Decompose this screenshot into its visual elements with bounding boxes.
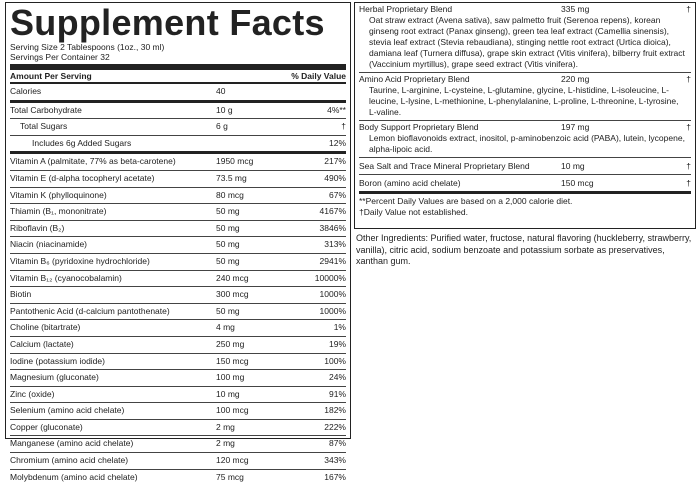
nutrient-name: Pantothenic Acid (d-calcium pantothenate) <box>10 305 170 316</box>
blend-name: Sea Salt and Trace Mineral Proprietary Blend <box>359 161 530 171</box>
blend-description: Oat straw extract (Avena sativa), saw palmetto fruit (Serenoa repens), korean ginseng root extract (Panax ginseng), green tea leaf extract (Camellia sinensis), stevia leaf extract (Stevia rebaudiana), stinging nettle root extract (Urtica dioica), damiana leaf (Turnera diffusa), grape skin extract (Vitis vinifera), bilberry fruit extract (Vaccinium myrtillus), grape seed extract (Vitis vinifera). <box>369 15 685 69</box>
blend-name: Body Support Proprietary Blend <box>359 122 479 132</box>
blend-name: Herbal Proprietary Blend <box>359 4 453 14</box>
blend-row <box>359 175 691 194</box>
table-row <box>10 436 346 453</box>
blend-name: Boron (amino acid chelate) <box>359 178 461 188</box>
table-row <box>10 221 346 238</box>
nutrient-amount: 250 mg <box>216 338 245 349</box>
nutrient-dv <box>286 84 346 100</box>
blend-header <box>359 122 691 133</box>
nutrient-name: Calories <box>10 86 42 96</box>
nutrient-name: Choline (bitartrate) <box>10 322 81 333</box>
nutrient-dv: 12% <box>328 137 346 148</box>
nutrient-dv: 1000% <box>319 289 346 300</box>
nutrient-name: Vitamin K (phylloquinone) <box>10 189 107 200</box>
nutrient-dv: 100% <box>324 355 346 366</box>
nutrient-amount: 300 mcg <box>216 289 249 300</box>
table-row <box>10 84 346 103</box>
blend-description: Taurine, L-arginine, L-cysteine, L-glutamine, glycine, L-histidine, L-isoleucine, L-leucine, L-lysine, L-methionine, L-phenylalanine, L-proline, L-threonine, L-tyrosine, L-valine. <box>369 85 679 117</box>
nutrient-dv: 4167% <box>319 206 346 217</box>
table-row <box>10 403 346 420</box>
nutrient-amount: 150 mcg <box>216 355 249 366</box>
nutrient-amount: 4 mg <box>216 322 235 333</box>
nutrient-amount: 50 mg <box>216 239 240 250</box>
nutrient-name: Calcium (lactate) <box>10 338 74 349</box>
blend-amount: 220 mg <box>561 74 590 84</box>
table-row <box>10 204 346 221</box>
table-row <box>10 271 346 288</box>
nutrient-name: Molybdenum (amino acid chelate) <box>10 471 138 482</box>
blends-panel <box>354 2 696 229</box>
nutrient-amount: 240 mcg <box>216 272 249 283</box>
blend-dv: † <box>686 74 691 84</box>
table-row <box>10 136 346 155</box>
blend-amount: 10 mg <box>561 161 585 171</box>
blend-dv: † <box>686 178 691 188</box>
nutrient-name: Zinc (oxide) <box>10 388 55 399</box>
blend-header <box>359 4 691 15</box>
nutrient-dv: † <box>341 121 346 132</box>
footnote-dagger: †Daily Value not established. <box>359 206 468 217</box>
nutrient-amount: 100 mcg <box>216 405 249 416</box>
nutrient-name: Includes 6g Added Sugars <box>32 137 132 148</box>
nutrient-amount: 2 mg <box>216 421 235 432</box>
nutrient-dv: 1000% <box>319 305 346 316</box>
nutrient-name: Total Carbohydrate <box>10 104 82 115</box>
supplement-facts-panel <box>5 2 351 482</box>
nutrient-amount: 75 mcg <box>216 471 244 482</box>
nutrient-amount: 40 <box>216 86 226 96</box>
other-ingredients: Other Ingredients: Purified water, fructose, natural flavoring (huckleberry, strawberry, vanilla), citric acid, sodium benzoate and potassium sorbate as preservatives, xanthan gum. <box>356 233 692 266</box>
serving-size: Serving Size 2 Tablespoons (1oz., 30 ml) <box>10 42 165 52</box>
nutrient-dv: 24% <box>328 372 346 383</box>
nutrient-name: Iodine (potassium iodide) <box>10 355 105 366</box>
blend-list <box>359 3 691 194</box>
nutrient-dv: 4%** <box>327 104 346 115</box>
table-row <box>10 354 346 371</box>
table-row <box>10 119 346 136</box>
amount-header: Amount Per Serving <box>10 71 92 81</box>
table-row <box>10 453 346 470</box>
panel-title: Supplement Facts <box>10 2 325 43</box>
table-row <box>10 370 346 387</box>
table-row <box>10 237 346 254</box>
blend-row <box>359 158 691 175</box>
blend-header <box>359 74 691 85</box>
nutrient-name: Vitamin B₁₂ (cyanocobalamin) <box>10 272 122 283</box>
blend-amount: 197 mg <box>561 122 590 132</box>
blend-description: Lemon bioflavonoids extract, inositol, p-aminobenzoic acid (PABA), lutein, lycopene, alpha-lipoic acid. <box>369 133 685 154</box>
table-header <box>10 70 346 84</box>
table-row <box>10 387 346 404</box>
nutrient-dv: 67% <box>328 189 346 200</box>
nutrient-list <box>10 84 346 485</box>
blend-row <box>359 3 691 73</box>
table-row <box>10 188 346 205</box>
nutrient-amount: 50 mg <box>216 305 240 316</box>
servings-per-container: Servings Per Container 32 <box>10 52 110 62</box>
nutrient-dv: 167% <box>324 471 346 482</box>
nutrient-amount: 50 mg <box>216 206 240 217</box>
nutrient-dv: 19% <box>328 338 346 349</box>
nutrient-dv: 313% <box>324 239 346 250</box>
footnote-dv: **Percent Daily Values are based on a 2,000 calorie diet. <box>359 196 573 206</box>
nutrient-name: Vitamin B₆ (pyridoxine hydrochloride) <box>10 255 150 266</box>
nutrient-name: Biotin <box>10 289 32 300</box>
nutrient-name: Manganese (amino acid chelate) <box>10 438 134 449</box>
nutrient-name: Riboflavin (B₂) <box>10 222 65 233</box>
nutrient-name: Magnesium (gluconate) <box>10 372 99 383</box>
nutrient-amount: 80 mcg <box>216 189 244 200</box>
nutrient-dv: 343% <box>324 455 346 466</box>
nutrient-amount: 100 mg <box>216 372 245 383</box>
nutrient-dv: 182% <box>324 405 346 416</box>
nutrient-amount: 73.5 mg <box>216 172 247 183</box>
nutrient-name: Vitamin E (d-alpha tocopheryl acetate) <box>10 172 155 183</box>
table-row <box>10 103 346 120</box>
table-row <box>10 287 346 304</box>
nutrient-dv: 222% <box>324 421 346 432</box>
nutrient-name: Selenium (amino acid chelate) <box>10 405 125 416</box>
nutrient-dv: 3846% <box>319 222 346 233</box>
nutrient-name: Copper (gluconate) <box>10 421 83 432</box>
blend-dv: † <box>686 4 691 14</box>
blend-name: Amino Acid Proprietary Blend <box>359 74 470 84</box>
blend-amount: 150 mcg <box>561 178 594 188</box>
blend-row <box>359 73 691 121</box>
nutrient-name: Vitamin A (palmitate, 77% as beta-carotene) <box>10 156 176 167</box>
table-row <box>10 171 346 188</box>
table-row <box>10 304 346 321</box>
nutrient-dv: 217% <box>324 156 346 167</box>
nutrient-name: Thiamin (B₁, mononitrate) <box>10 206 107 217</box>
blend-dv: † <box>686 122 691 132</box>
table-row <box>10 420 346 437</box>
table-row <box>10 254 346 271</box>
table-row <box>10 320 346 337</box>
nutrient-dv: 10000% <box>314 272 346 283</box>
nutrient-dv: 1% <box>333 322 346 333</box>
nutrient-dv: 87% <box>328 438 346 449</box>
dv-header: % Daily Value <box>291 71 346 81</box>
table-row <box>10 470 346 485</box>
table-row <box>10 337 346 354</box>
nutrient-dv: 2941% <box>319 255 346 266</box>
nutrient-name: Chromium (amino acid chelate) <box>10 455 129 466</box>
nutrient-amount: 1950 mcg <box>216 156 254 167</box>
nutrient-amount: 10 mg <box>216 388 240 399</box>
nutrient-dv: 490% <box>324 172 346 183</box>
nutrient-amount: 6 g <box>216 121 228 132</box>
nutrient-amount: 50 mg <box>216 222 240 233</box>
blend-amount: 335 mg <box>561 4 590 14</box>
nutrient-name: Niacin (niacinamide) <box>10 239 88 250</box>
nutrient-dv: 91% <box>328 388 346 399</box>
blend-dv: † <box>686 161 691 171</box>
nutrient-name: Total Sugars <box>20 121 68 132</box>
blend-row <box>359 121 691 158</box>
table-row <box>10 154 346 171</box>
nutrient-amount: 2 mg <box>216 438 235 449</box>
nutrient-amount: 50 mg <box>216 255 240 266</box>
nutrient-amount: 10 g <box>216 104 233 115</box>
nutrient-amount: 120 mcg <box>216 455 249 466</box>
